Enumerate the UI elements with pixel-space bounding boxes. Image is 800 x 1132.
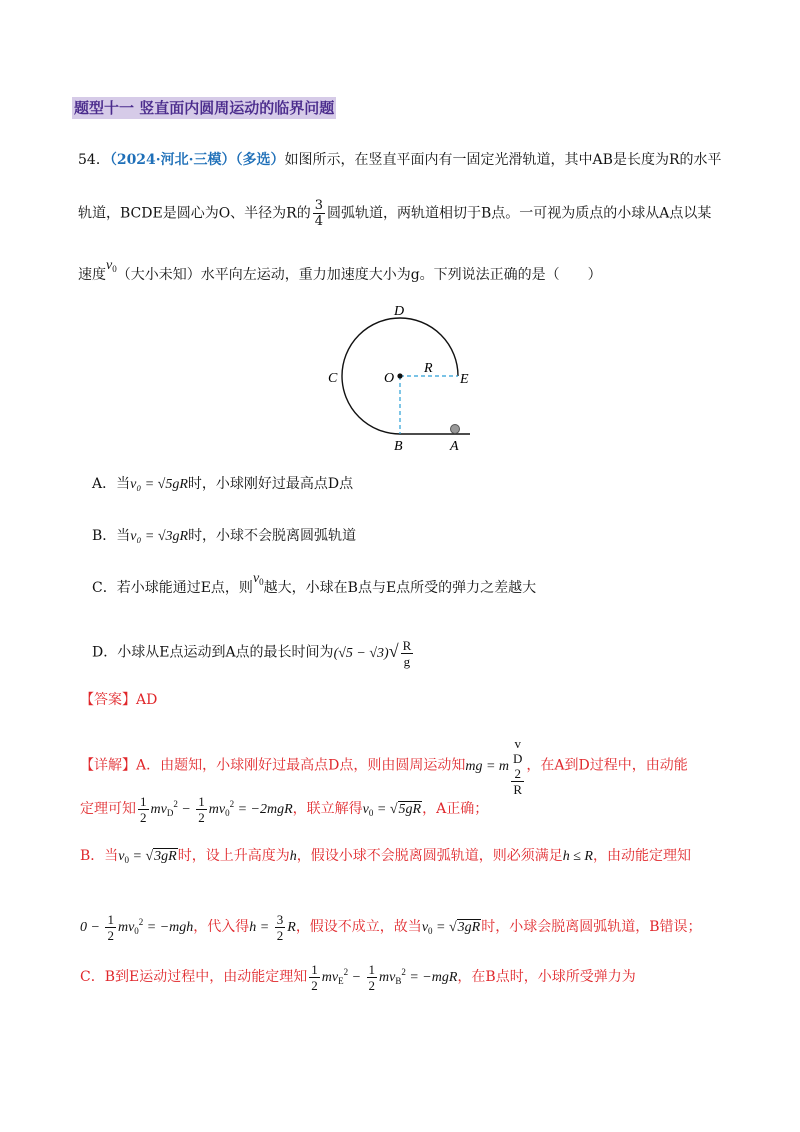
option-c: C．若小球能通过E点，则$v_0$越大，小球在B点与E点所受的弹力之差越大	[92, 571, 537, 596]
label-c: C	[328, 371, 338, 386]
option-b: B．当v₀ = √3gR时，小球不会脱离圆弧轨道	[92, 528, 357, 544]
label-o: O	[384, 371, 395, 386]
v0-condition-b2: $v_0 = √3gR$	[421, 920, 481, 936]
question-line-3	[78, 258, 602, 289]
question-stem-2a: 轨道，BCDE是圆心为O、半径为R的	[78, 205, 311, 222]
h-symbol: h	[289, 849, 297, 864]
option-d-formula: (√5 − √3)√ $\frac{R}{g}$	[333, 638, 412, 669]
question-line-2	[78, 198, 711, 229]
explanation-line-5: C．B到E运动过程中，由动能定理知 $\frac{1}{2}$ $mv_E^2$ − $\frac{1}{2}$ $mv_B^2 = -mgR$，在B点时，小球所受弹力为	[80, 962, 636, 994]
option-a: A．当v₀ = √5gR时，小球刚好过最高点D点	[92, 476, 354, 492]
explanation-line-3: B．当$v_0 = √3gR$时，设上升高度为h，假设小球不会脱离圆弧轨道，则必须满足h ≤ R，由动能定理知	[80, 848, 691, 865]
v0-symbol: $v_0$	[106, 258, 117, 274]
question-number: 54．	[78, 152, 110, 168]
ball	[451, 425, 460, 434]
answer-label: 【答案】AD	[80, 692, 158, 708]
energy-theorem-be: $\frac{1}{2}$ $mv_E^2$ − $\frac{1}{2}$ $mv_B^2 = -mgR$	[311, 962, 458, 994]
energy-theorem-ad: $\frac{1}{2}$ $mv_D^2$ − $\frac{1}{2}$ $mv_0^2 = -2mgR$	[140, 794, 293, 826]
label-b: B	[394, 439, 403, 454]
circular-track-diagram	[320, 298, 480, 458]
explanation-line-1: 【详解】A．由题知，小球刚好过最高点D点，则由圆周运动知mg = m v D 2 R ，在A到D过程中，由动能	[80, 736, 688, 797]
option-a-formula: v₀ = √5gR	[130, 477, 188, 492]
option-b-formula: v₀ = √3gR	[130, 529, 189, 544]
label-d: D	[394, 304, 405, 319]
label-r: R	[424, 361, 433, 376]
v0-condition-b: $v_0 = √3gR$	[118, 849, 177, 865]
section-title: 题型十一 竖直面内圆周运动的临界问题	[74, 99, 335, 117]
explanation-line-2: 定理可知 $\frac{1}{2}$ $mv_D^2$ − $\frac{1}{2}$ $mv_0^2 = -2mgR$，联立解得$v_0 = √5gR$，A正确；	[80, 794, 489, 826]
v0-symbol: $v_0$	[252, 571, 264, 587]
question-stem-1: 如图所示，在竖直平面内有一固定光滑轨道，其中AB是长度为R的水平	[284, 152, 722, 168]
h-result: h = $\frac{3}{2}$ R	[249, 912, 296, 944]
option-d: D．小球从E点运动到A点的最长时间为(√5 − √3)√ $\frac{R}{g}$	[92, 638, 415, 669]
energy-theorem-rise: 0 − $\frac{1}{2}$ $mv_0^2 = -mgh$	[80, 912, 194, 944]
v0-result-a: $v_0 = √5gR$	[362, 802, 422, 818]
label-a: A	[450, 439, 459, 454]
question-source: （2024·河北·三模）（多选）	[109, 152, 285, 168]
question-stem-3b: （大小未知）水平向左运动，重力加速度大小为g。下列说法正确的是（ ）	[116, 267, 602, 283]
h-leq-r: h ≤ R	[562, 849, 593, 864]
circular-motion-formula: mg = m v D 2 R	[465, 736, 523, 797]
question-stem-2b: 圆弧轨道，两轨道相切于B点。一可视为质点的小球从A点以某	[327, 205, 712, 222]
label-e: E	[460, 372, 469, 387]
question-stem-3a: 速度	[78, 267, 106, 283]
three-quarter-fraction: $\frac{3}{4}$	[314, 198, 324, 229]
question-line-1	[78, 150, 722, 170]
explanation-line-4: 0 − $\frac{1}{2}$ $mv_0^2 = -mgh$，代入得h = $\frac{3}{2}$ R，假设不成立，故当$v_0 = √3gR$时，小球会脱离圆弧轨道，B错误；	[80, 912, 702, 944]
center-point-o	[397, 373, 402, 378]
